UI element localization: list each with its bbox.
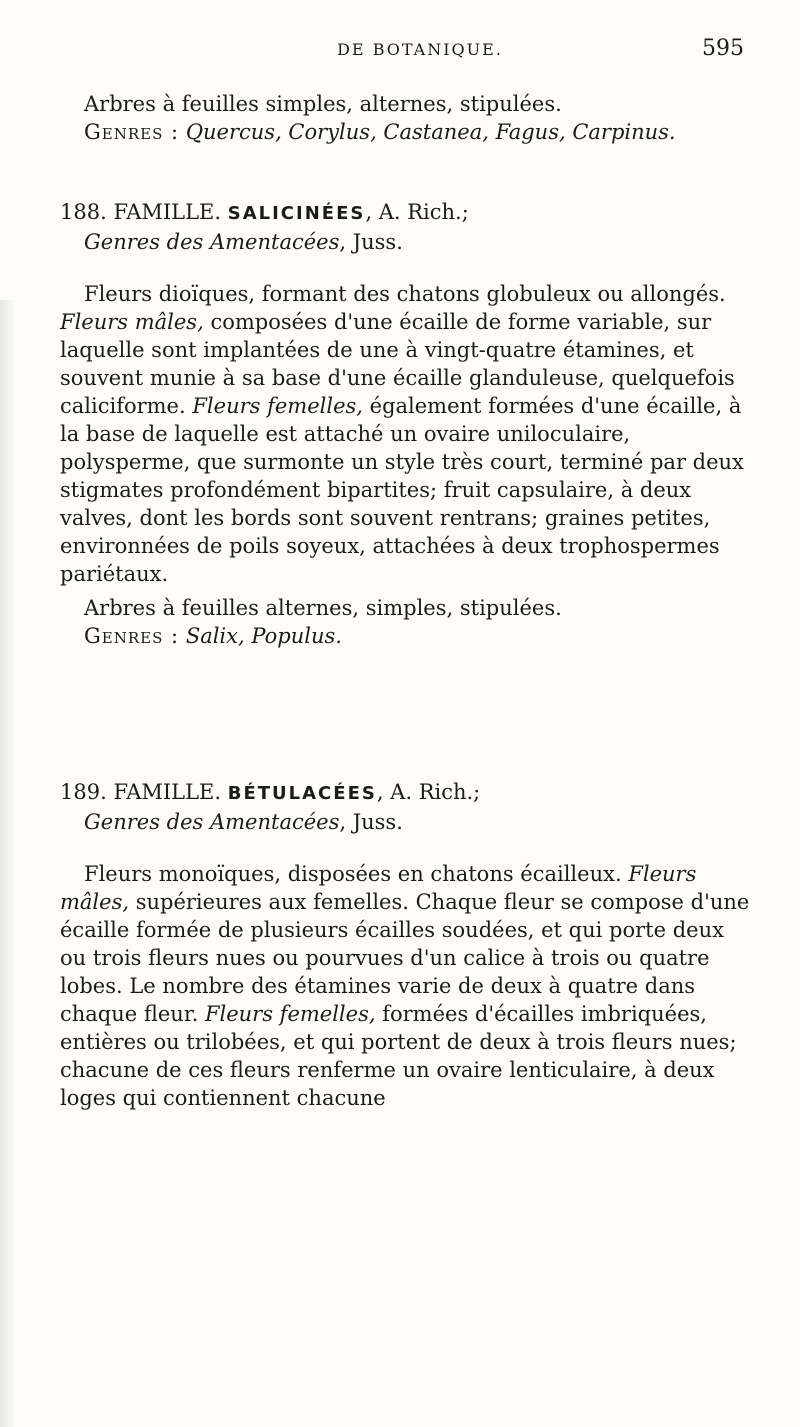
- intro-block: [60, 90, 750, 146]
- family-188-description: [60, 280, 750, 588]
- description-part-3: également formées d'une écaille, à la base de laquelle est attaché un ovaire uniloculaire, polysperme, que surmonte un style très court, terminé par deux stigmates profondément bipartites; fruit capsulaire, à deux valves, dont les bords sont souvent rentrans; graines petites, environnées de poils soyeux, attachées à deux trophospermes pariétaux.: [60, 394, 744, 586]
- female-flowers-label: Fleurs femelles,: [204, 1002, 376, 1026]
- family-name: SALICINÉES: [227, 203, 366, 224]
- subtitle-author: , Juss.: [339, 230, 403, 254]
- family-label: FAMILLE.: [113, 200, 222, 224]
- family-number: 188.: [60, 200, 107, 224]
- male-flowers-label: Fleurs mâles,: [60, 310, 204, 334]
- subtitle-author: , Juss.: [339, 810, 403, 834]
- family-author: , A. Rich.;: [365, 200, 469, 224]
- family-188-section: [60, 198, 750, 650]
- family-author: , A. Rich.;: [376, 780, 481, 804]
- family-189-subtitle: [60, 808, 750, 836]
- family-188-genres: [60, 622, 750, 650]
- family-188-heading: [60, 198, 750, 228]
- genres-list: Quercus, Corylus, Castanea, Fagus, Carpinus.: [185, 120, 676, 144]
- description-part-2: composées d'une écaille de forme variable, sur laquelle sont implantées de une à vingt-quatre étamines, et souvent munie à sa base d'une écaille glanduleuse, quelquefois caliciforme.: [60, 310, 735, 418]
- genres-label: Genres :: [84, 624, 180, 648]
- intro-genres-line: [60, 118, 750, 146]
- family-number: 189.: [60, 780, 107, 804]
- family-189-heading: [60, 778, 750, 808]
- description-part-1: Fleurs monoïques, disposées en chatons écailleux.: [84, 862, 622, 886]
- page-gutter-shadow: [0, 300, 14, 1427]
- male-flowers-label: Fleurs mâles,: [60, 862, 697, 914]
- family-label: FAMILLE.: [113, 780, 222, 804]
- description-part-3: formées d'écailles imbriquées, entières ou trilobées, et qui portent de deux à trois fleurs nues; chacune de ces fleurs renferme un ovaire lenticulaire, à deux loges qui contiennent chacune: [60, 1002, 737, 1110]
- family-name: BÉTULACÉES: [227, 783, 377, 804]
- family-188-subtitle: [60, 228, 750, 256]
- family-189-section: [60, 778, 750, 1112]
- description-part-1: Fleurs dioïques, formant des chatons globuleux ou allongés.: [84, 282, 726, 306]
- page-number: 595: [702, 36, 744, 61]
- running-head: DE BOTANIQUE.: [337, 40, 503, 59]
- intro-trees-line: Arbres à feuilles simples, alternes, stipulées.: [84, 92, 562, 116]
- genres-label: Genres :: [84, 120, 180, 144]
- family-188-trees: Arbres à feuilles alternes, simples, stipulées.: [84, 596, 562, 620]
- subtitle-text: Genres des Amentacées: [84, 810, 340, 834]
- description-part-2: supérieures aux femelles. Chaque fleur se compose d'une écaille formée de plusieurs écailles soudées, et qui porte deux ou trois fleurs nues ou pourvues d'un calice à trois ou quatre lobes. Le nombre des étamines varie de deux à quatre dans chaque fleur.: [60, 890, 750, 1026]
- female-flowers-label: Fleurs femelles,: [192, 394, 363, 418]
- subtitle-text: Genres des Amentacées: [84, 230, 340, 254]
- genres-list: Salix, Populus.: [185, 624, 342, 648]
- family-189-description: [60, 860, 750, 1112]
